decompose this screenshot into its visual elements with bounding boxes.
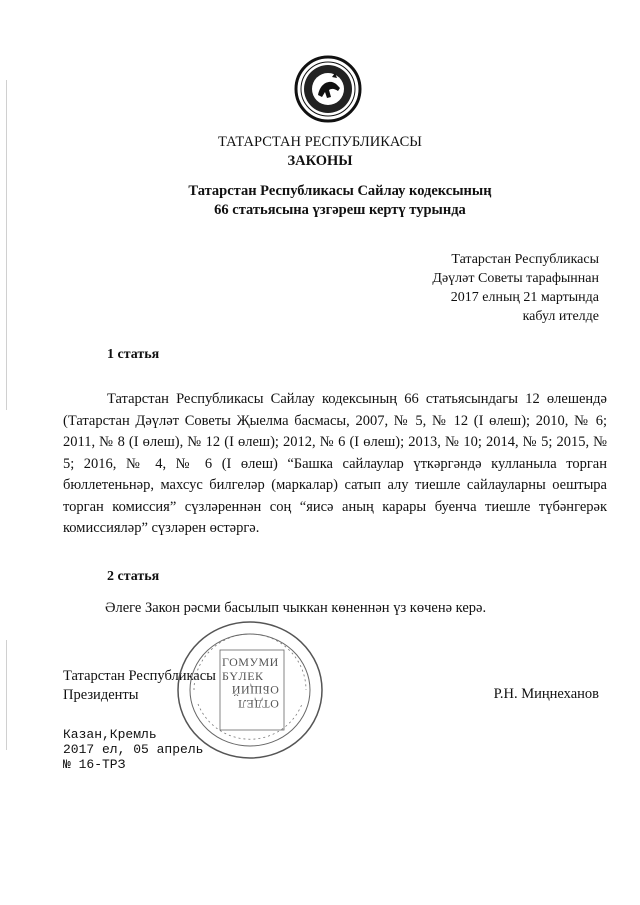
signatory-line2: Президенты (63, 687, 139, 703)
left-margin-line-lower (6, 640, 7, 750)
signatory-name: Р.Н. Миңнеханов (493, 686, 599, 702)
adoption-line1: Татарстан Республикасы (451, 252, 599, 267)
stamp-line3: ОБЩИЙ (231, 683, 279, 697)
issue-details (63, 727, 203, 772)
stamp-line1: ГОМУМИ (222, 655, 279, 669)
tatarstan-emblem-icon (294, 55, 362, 123)
adoption-line3: 2017 елның 21 мартында (450, 290, 599, 305)
law-title-line2: 66 статьясына үзгәреш кертү турында (214, 202, 466, 218)
article2-text: Әлеге Закон рәсми басылып чыккан көненнән үз көченә керә. (105, 600, 487, 616)
article2-heading: 2 статья (107, 569, 160, 584)
article1-text: Татарстан Республикасы Сайлау кодексының 66 статьясындагы 12 өлешендә (Татарстан Дәүләт Советы Җыелма басмасы, 2007, № 5, № 12 (I өлеш); 2010, № 6; 2011, № 8 (I өлеш), № 12 (I өлеш); 2012, № 6 (I өлеш); 2013, № 10; 2014, № 5; 2015, № 5; 2016, № 4, № 6 (I өлеш) “Башка сайлаулар үткәргәндә кулланыла торган бюллетеньнәр, махсус билгеләр (маркалар) сатып алу тиешле сайлауларны оештыра торган комиссия” сүзләреннән соң “яисә аның карары буенча тиешле түбәнгерәк комиссияләр” сүзләрен өстәргә. (63, 391, 607, 536)
issue-place: Казан,Кремль (63, 727, 157, 742)
signatory-line1: Татарстан Республикасы (63, 668, 216, 684)
left-margin-line (6, 80, 7, 410)
republic-heading: ТАТАРСТАН РЕСПУБЛИКАСЫ (218, 134, 422, 150)
stamp-text (222, 655, 279, 711)
law-title-line1: Татарстан Республикасы Сайлау кодексының (188, 183, 492, 199)
adoption-line2: Дәүләт Советы тарафыннан (432, 271, 599, 286)
issue-date: 2017 ел, 05 апрель (63, 742, 204, 757)
adoption-line4: кабул ителде (522, 309, 599, 324)
stamp-line4: ОТДЕЛ (237, 697, 279, 711)
issue-number: № 16-ТРЗ (63, 757, 126, 772)
adoption-block (339, 250, 599, 326)
stamp-line2: БҮЛЕК (222, 669, 264, 683)
document-type: ЗАКОНЫ (287, 153, 353, 169)
article1-heading: 1 статья (107, 347, 160, 362)
